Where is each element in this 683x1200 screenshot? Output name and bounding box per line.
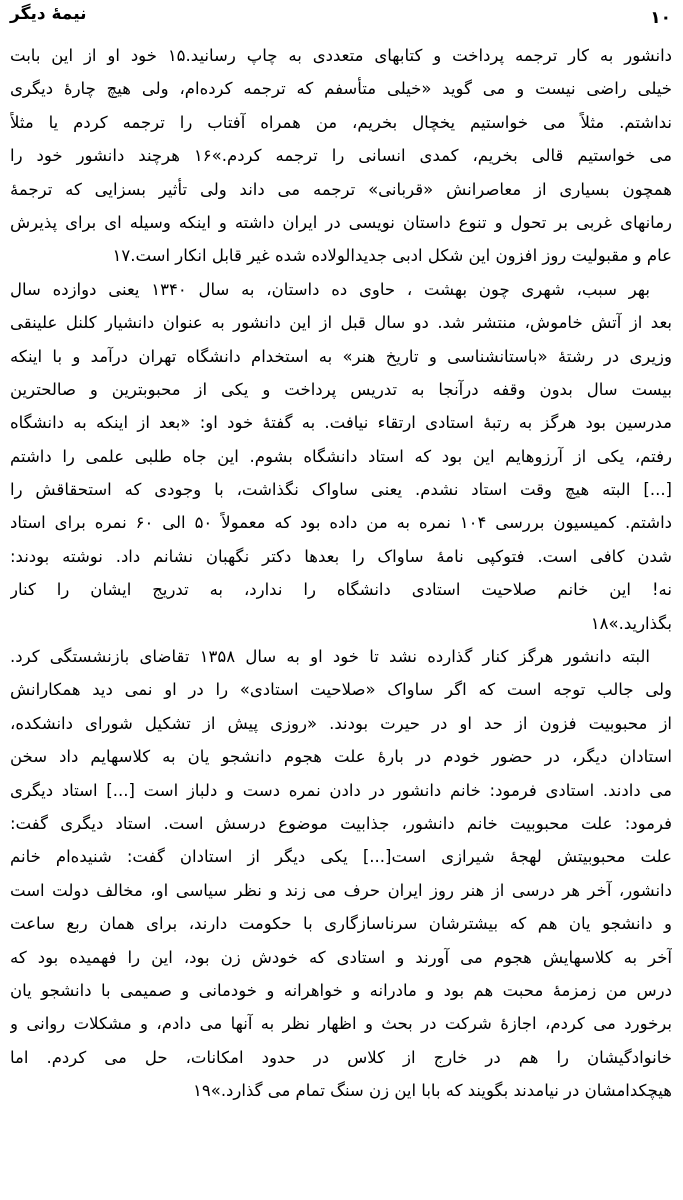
page-header bbox=[10, 4, 671, 36]
text-line: نداشتم. مثلاً می خواستیم یخچال بخریم، من همراه آفتاب را ترجمه کردم یا مثلاً bbox=[10, 112, 672, 132]
running-title: نیمهٔ دیگر bbox=[10, 4, 87, 24]
text-line: رمانهای غربی بر تحول و تنوع داستان نویسی در ایران داشته و اینکه وسیله ای برای پذیرش bbox=[10, 212, 672, 232]
text-line: نه! این خانم صلاحیت استادی دانشگاه را ندارد، به تدریج ایشان را کنار bbox=[10, 580, 672, 600]
page-number: ۱۰ bbox=[650, 8, 671, 28]
text-line: علت محبوبیتش لهجهٔ شیرازی است[...] یکی دیگر از استادان گفت: شنیده‌ام خانم bbox=[10, 847, 672, 867]
text-line: وزیری در رشتهٔ «باستانشناسی و تاریخ هنر» به استخدام دانشگاه تهران درآمد و با اینکه bbox=[10, 346, 672, 366]
text-line: خیلی راضی نیست و می گوید «خیلی متأسفم که ترجمه کرده‌ام، ولی هیچ چارهٔ دیگری bbox=[10, 79, 672, 99]
text-line: همچون بسیاری از معاصرانش «قربانی» ترجمه می داند ولی تأثیر بسزایی که ترجمهٔ bbox=[10, 179, 672, 199]
text-line: عام و مقبولیت روز افزون این شکل ادبی جدیدالولاده شده غیر قابل انکار است.۱۷ bbox=[112, 246, 672, 266]
text-line: رفتم، یکی از آرزوهایم این بود که استاد دانشگاه بشوم. این جاه طلبی علمی را داشتم bbox=[10, 446, 672, 466]
text-line: ولی جالب توجه است که اگر ساواک «صلاحیت استادی» را در او نمی دید همکارانش bbox=[10, 680, 672, 700]
text-line: می خواستیم قالی بخریم، کمدی انسانی را ترجمه کردم.»۱۶ هرچند دانشور خود را bbox=[10, 146, 672, 166]
text-line: بهر سبب، شهری چون بهشت ، حاوی ده داستان، به سال ۱۳۴۰ یعنی دوازده سال bbox=[10, 279, 650, 299]
text-line: می دادند. استادی فرمود: خانم دانشور در دادن نمره دست و دلباز است [...] استاد دیگری bbox=[10, 780, 672, 800]
text-line: هیچکدامشان در نیامدند بگویند که بابا این زن سنگ تمام می گذارد.»۱۹ bbox=[192, 1081, 672, 1101]
text-line: درس من زمزمهٔ محبت هم بود و مادرانه و خواهرانه و خودمانی و صمیمی با دانشجو یان bbox=[10, 980, 672, 1000]
text-line: البته دانشور هرگز کنار گذارده نشد تا خود او به سال ۱۳۵۸ تقاضای بازنشستگی کرد. bbox=[10, 647, 651, 667]
body-text bbox=[10, 39, 672, 1108]
text-line: استادان دیگر، در حضور خودم در بارهٔ علت هجوم دانشجو یان به کلاسهایم داد سخن bbox=[10, 747, 672, 767]
text-line: مدرسین بود هرگز به رتبهٔ استادی ارتقاء نیافت. به گفتهٔ خود او: «بعد از اینکه به دانشگاه bbox=[10, 413, 672, 433]
text-line: فرمود: علت محبوبیت خانم دانشور، جذابیت موضوع درسش است. استاد دیگری گفت: bbox=[10, 813, 672, 833]
text-line: خانوادگیشان را هم در خارج از کلاس در حدود امکانات، حل می کردم. اما bbox=[10, 1047, 672, 1067]
text-line: برخورد می کردم، اجازهٔ شرکت در بحث و اظهار نظر به آنها می دادم، و مشکلات روانی و bbox=[10, 1014, 672, 1034]
text-line: دانشور به کار ترجمه پرداخت و کتابهای متعددی به چاپ رسانید.۱۵ خود او از این بابت bbox=[10, 46, 672, 65]
text-line: دانشور، آخر هر درسی از هنر روز ایران حرف می زند و نظر سیاسی او، مخالف دولت است bbox=[10, 880, 672, 900]
text-line: بیست سال بدون وقفه درآنجا به تدریس پرداخت و یکی از محبوبترین و صالحترین bbox=[10, 379, 672, 399]
text-line: بعد از آتش خاموش، منتشر شد. دو سال قبل از این دانشور به عنوان دانشیار کلنل علینقی bbox=[10, 313, 672, 333]
text-line: شدن کافی است. فتوکپی نامهٔ ساواک را بعدها دکتر نگهبان نشانم داد. نوشته بودند: bbox=[10, 546, 672, 566]
text-line: داشتم. کمیسیون بررسی ۱۰۴ نمره به من داده بود که معمولاً ۵۰ الی ۶۰ نمره برای استاد bbox=[10, 513, 672, 533]
text-line: آخر به کلاسهایش هجوم می آورند و استادی که خودش زن بود، این را فهمیده بود که bbox=[10, 947, 672, 967]
text-line: بگذارید.»۱۸ bbox=[590, 613, 672, 633]
text-line: از محبوبیت فزون از حد او در حیرت بودند. «روزی پیش از تشکیل شورای دانشکده، bbox=[10, 713, 672, 733]
text-line: [...] البته هیچ وقت استاد نشدم. یعنی ساواک نگذاشت، با وجودی که استحقاقش را bbox=[10, 480, 672, 500]
text-line: و دانشجو یان هم که بیشترشان سرناسازگاری با حکومت دارند، برای همان ربع ساعت bbox=[10, 914, 672, 934]
